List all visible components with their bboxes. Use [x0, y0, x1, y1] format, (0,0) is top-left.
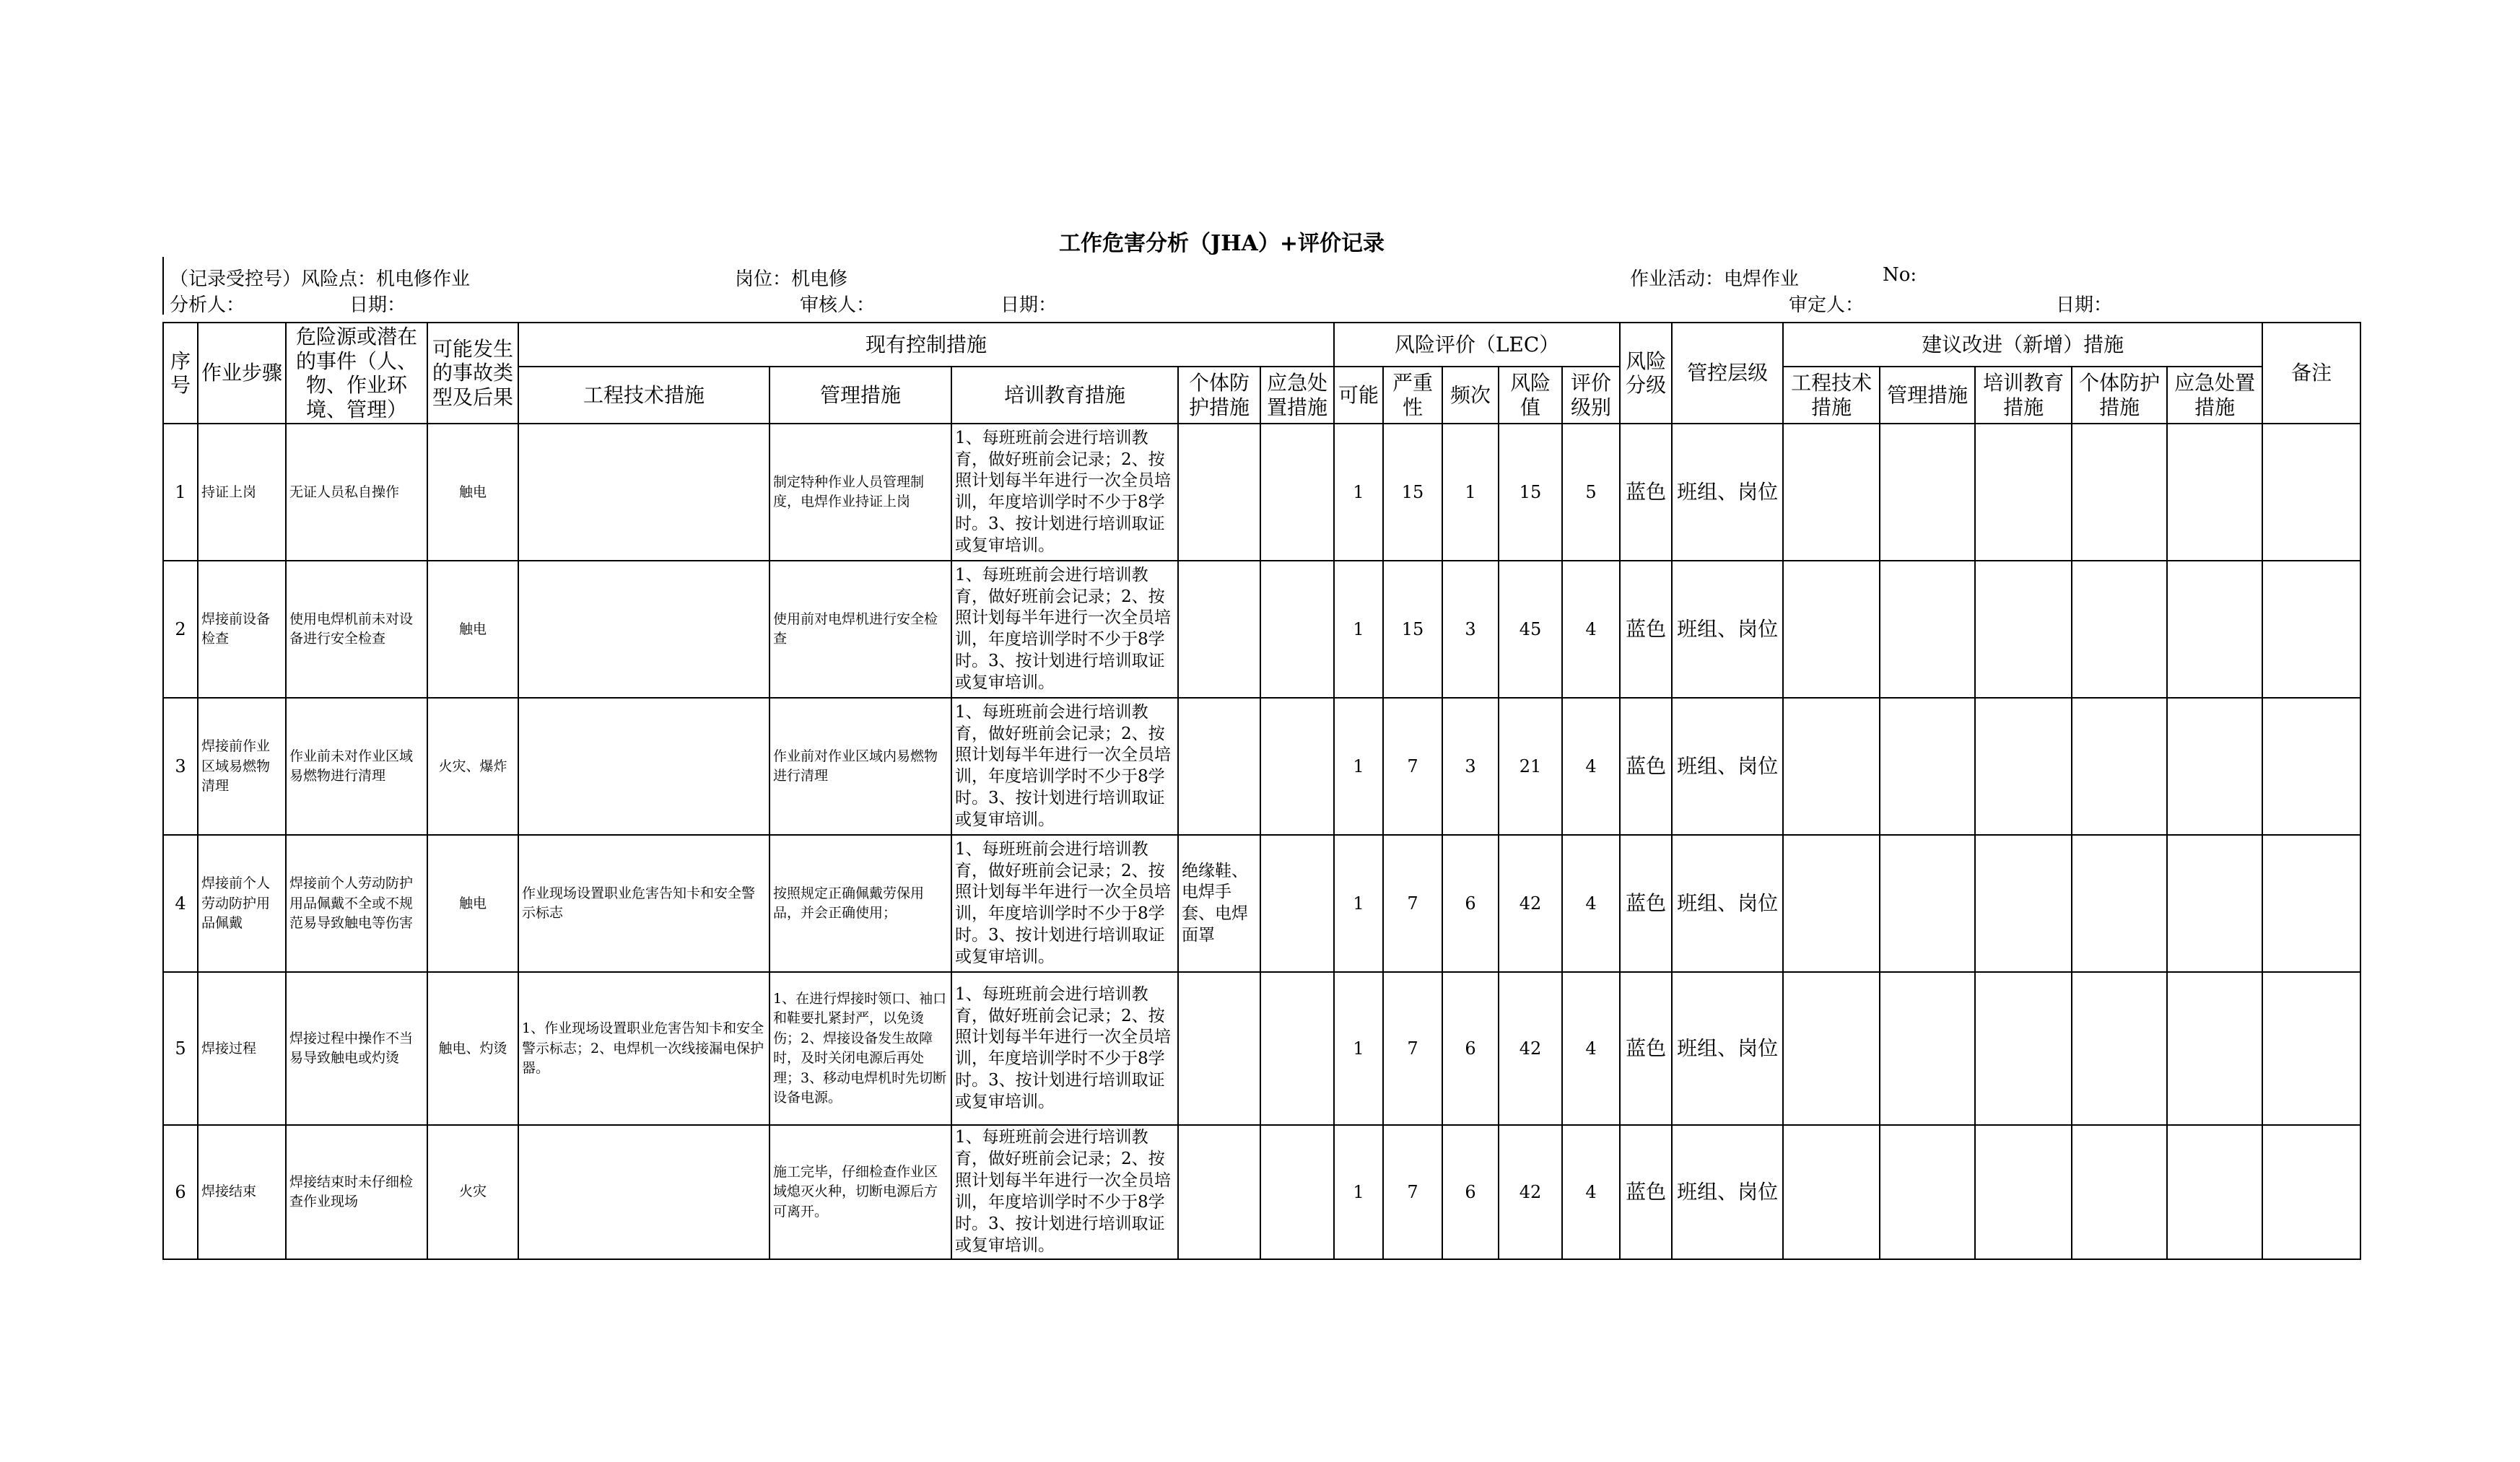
analyst-date-label: 日期： — [349, 294, 406, 316]
header-risk-eval: 风险评价（LEC） — [1334, 323, 1620, 367]
table-row — [163, 1125, 2360, 1259]
cell-risk-value: 42 — [1499, 1125, 1562, 1259]
cell-remarks — [2262, 561, 2360, 698]
cell-s-mgmt — [1880, 561, 1975, 698]
cell-training: 1、每班班前会进行培训教育，做好班前会记录；2、按照计划每半年进行一次全员培训，年度培训学时不少于8学时。3、按计划进行培训取证或复审培训。 — [951, 698, 1178, 835]
cell-risk-class: 蓝色 — [1620, 424, 1672, 561]
cell-step: 焊接过程 — [198, 972, 286, 1125]
cell-severity: 7 — [1383, 972, 1442, 1125]
cell-step: 焊接前作业区域易燃物清理 — [198, 698, 286, 835]
header-management: 管理措施 — [769, 367, 951, 424]
cell-risk-value: 42 — [1499, 835, 1562, 972]
cell-ppe — [1178, 424, 1260, 561]
cell-eng — [518, 1125, 769, 1259]
cell-seq: 4 — [163, 835, 198, 972]
cell-consequence: 触电 — [427, 424, 518, 561]
cell-eng — [518, 424, 769, 561]
cell-s-ppe — [2072, 561, 2167, 698]
cell-s-eng — [1783, 835, 1880, 972]
header-eval-level: 评价级别 — [1562, 367, 1620, 424]
cell-control-level: 班组、岗位 — [1672, 972, 1783, 1125]
cell-s-mgmt — [1880, 424, 1975, 561]
cell-eval-level: 4 — [1562, 561, 1620, 698]
jha-table — [162, 322, 2361, 1260]
cell-eng: 作业现场设置职业危害告知卡和安全警示标志 — [518, 835, 769, 972]
table-row — [163, 972, 2360, 1125]
header-training: 培训教育措施 — [951, 367, 1178, 424]
cell-risk-class: 蓝色 — [1620, 835, 1672, 972]
post-label: 岗位：机电修 — [735, 268, 848, 290]
cell-control-level: 班组、岗位 — [1672, 561, 1783, 698]
cell-s-eng — [1783, 1125, 1880, 1259]
cell-likelihood: 1 — [1334, 698, 1383, 835]
cell-mgmt: 按照规定正确佩戴劳保用品，并会正确使用； — [769, 835, 951, 972]
header-remarks: 备注 — [2262, 323, 2360, 424]
cell-ppe — [1178, 972, 1260, 1125]
cell-frequency: 3 — [1442, 561, 1499, 698]
table-row — [163, 698, 2360, 835]
reviewer-date-label: 日期： — [1000, 294, 1058, 316]
header-s-train: 培训教育措施 — [1975, 367, 2072, 424]
document-title: 工作危害分析（JHA）+评价记录 — [1059, 231, 1385, 256]
cell-mgmt: 使用前对电焊机进行安全检查 — [769, 561, 951, 698]
cell-s-emer — [2167, 424, 2262, 561]
cell-training: 1、每班班前会进行培训教育，做好班前会记录；2、按照计划每半年进行一次全员培训，年度培训学时不少于8学时。3、按计划进行培训取证或复审培训。 — [951, 835, 1178, 972]
approver-label: 审定人： — [1789, 294, 1865, 316]
cell-s-train — [1975, 424, 2072, 561]
cell-emergency — [1260, 835, 1334, 972]
cell-consequence: 触电 — [427, 835, 518, 972]
cell-emergency — [1260, 424, 1334, 561]
table-row — [163, 835, 2360, 972]
cell-s-train — [1975, 1125, 2072, 1259]
cell-s-eng — [1783, 972, 1880, 1125]
cell-step: 焊接前个人劳动防护用品佩戴 — [198, 835, 286, 972]
cell-likelihood: 1 — [1334, 424, 1383, 561]
cell-risk-class: 蓝色 — [1620, 561, 1672, 698]
cell-s-ppe — [2072, 424, 2167, 561]
approver-date-label: 日期： — [2056, 294, 2113, 316]
table-row — [163, 561, 2360, 698]
cell-remarks — [2262, 424, 2360, 561]
cell-risk-class: 蓝色 — [1620, 972, 1672, 1125]
cell-remarks — [2262, 698, 2360, 835]
cell-s-train — [1975, 698, 2072, 835]
cell-severity: 15 — [1383, 424, 1442, 561]
cell-mgmt: 制定特种作业人员管理制度，电焊作业持证上岗 — [769, 424, 951, 561]
header-risk-value: 风险值 — [1499, 367, 1562, 424]
header-suggested: 建议改进（新增）措施 — [1783, 323, 2262, 367]
cell-consequence: 火灾 — [427, 1125, 518, 1259]
cell-likelihood: 1 — [1334, 1125, 1383, 1259]
cell-emergency — [1260, 698, 1334, 835]
cell-s-mgmt — [1880, 1125, 1975, 1259]
cell-s-emer — [2167, 561, 2262, 698]
cell-remarks — [2262, 1125, 2360, 1259]
header-current-controls: 现有控制措施 — [518, 323, 1334, 367]
header-control-level: 管控层级 — [1672, 323, 1783, 424]
cell-control-level: 班组、岗位 — [1672, 424, 1783, 561]
header-emergency: 应急处置措施 — [1260, 367, 1334, 424]
cell-step: 持证上岗 — [198, 424, 286, 561]
cell-s-emer — [2167, 1125, 2262, 1259]
cell-emergency — [1260, 561, 1334, 698]
cell-s-ppe — [2072, 972, 2167, 1125]
cell-s-mgmt — [1880, 698, 1975, 835]
cell-s-emer — [2167, 972, 2262, 1125]
cell-s-emer — [2167, 835, 2262, 972]
cell-remarks — [2262, 972, 2360, 1125]
cell-risk-class: 蓝色 — [1620, 698, 1672, 835]
cell-seq: 3 — [163, 698, 198, 835]
cell-ppe — [1178, 698, 1260, 835]
cell-step: 焊接结束 — [198, 1125, 286, 1259]
cell-control-level: 班组、岗位 — [1672, 835, 1783, 972]
record-control-label: （记录受控号）风险点：机电修作业 — [170, 268, 471, 290]
cell-likelihood: 1 — [1334, 561, 1383, 698]
cell-ppe: 绝缘鞋、电焊手套、电焊面罩 — [1178, 835, 1260, 972]
cell-s-emer — [2167, 698, 2262, 835]
cell-mgmt: 施工完毕，仔细检查作业区域熄灭火种，切断电源后方可离开。 — [769, 1125, 951, 1259]
cell-hazard: 作业前未对作业区域易燃物进行清理 — [286, 698, 427, 835]
cell-frequency: 1 — [1442, 424, 1499, 561]
cell-ppe — [1178, 561, 1260, 698]
cell-s-train — [1975, 835, 2072, 972]
cell-s-mgmt — [1880, 835, 1975, 972]
cell-eval-level: 4 — [1562, 835, 1620, 972]
cell-frequency: 6 — [1442, 972, 1499, 1125]
cell-s-ppe — [2072, 835, 2167, 972]
header-likelihood: 可能 — [1334, 367, 1383, 424]
cell-control-level: 班组、岗位 — [1672, 698, 1783, 835]
header-s-ppe: 个体防护措施 — [2072, 367, 2167, 424]
cell-step: 焊接前设备检查 — [198, 561, 286, 698]
cell-emergency — [1260, 1125, 1334, 1259]
cell-mgmt: 1、在进行焊接时领口、袖口和鞋要扎紧封严，以免烫伤；2、焊接设备发生故障时，及时关闭电源后再处理；3、移动电焊机时先切断设备电源。 — [769, 972, 951, 1125]
cell-seq: 6 — [163, 1125, 198, 1259]
header-seq: 序号 — [163, 323, 198, 424]
cell-s-eng — [1783, 561, 1880, 698]
cell-training: 1、每班班前会进行培训教育，做好班前会记录；2、按照计划每半年进行一次全员培训，年度培训学时不少于8学时。3、按计划进行培训取证或复审培训。 — [951, 1125, 1178, 1259]
cell-hazard: 使用电焊机前未对设备进行安全检查 — [286, 561, 427, 698]
activity-label: 作业活动：电焊作业 — [1630, 268, 1800, 290]
cell-emergency — [1260, 972, 1334, 1125]
header-eng-tech: 工程技术措施 — [518, 367, 769, 424]
cell-severity: 7 — [1383, 1125, 1442, 1259]
cell-severity: 7 — [1383, 835, 1442, 972]
header-severity: 严重性 — [1383, 367, 1442, 424]
cell-s-ppe — [2072, 1125, 2167, 1259]
cell-eng — [518, 561, 769, 698]
cell-ppe — [1178, 1125, 1260, 1259]
cell-severity: 7 — [1383, 698, 1442, 835]
cell-mgmt: 作业前对作业区域内易燃物进行清理 — [769, 698, 951, 835]
cell-consequence: 火灾、爆炸 — [427, 698, 518, 835]
cell-likelihood: 1 — [1334, 835, 1383, 972]
cell-frequency: 6 — [1442, 835, 1499, 972]
analyst-label: 分析人： — [170, 294, 245, 316]
cell-risk-value: 42 — [1499, 972, 1562, 1125]
cell-seq: 1 — [163, 424, 198, 561]
header-ppe: 个体防护措施 — [1178, 367, 1260, 424]
header-hazard: 危险源或潜在的事件（人、物、作业环境、管理） — [286, 323, 427, 424]
cell-hazard: 无证人员私自操作 — [286, 424, 427, 561]
header-s-emer: 应急处置措施 — [2167, 367, 2262, 424]
cell-consequence: 触电、灼烫 — [427, 972, 518, 1125]
header-s-mgmt: 管理措施 — [1880, 367, 1975, 424]
cell-risk-value: 15 — [1499, 424, 1562, 561]
header-row-1 — [163, 323, 2360, 367]
cell-eval-level: 5 — [1562, 424, 1620, 561]
cell-severity: 15 — [1383, 561, 1442, 698]
cell-s-train — [1975, 972, 2072, 1125]
cell-s-eng — [1783, 424, 1880, 561]
cell-eng: 1、作业现场设置职业危害告知卡和安全警示标志；2、电焊机一次线接漏电保护器。 — [518, 972, 769, 1125]
header-frequency: 频次 — [1442, 367, 1499, 424]
cell-s-mgmt — [1880, 972, 1975, 1125]
cell-training: 1、每班班前会进行培训教育，做好班前会记录；2、按照计划每半年进行一次全员培训，年度培训学时不少于8学时。3、按计划进行培训取证或复审培训。 — [951, 972, 1178, 1125]
cell-training: 1、每班班前会进行培训教育，做好班前会记录；2、按照计划每半年进行一次全员培训，年度培训学时不少于8学时。3、按计划进行培训取证或复审培训。 — [951, 561, 1178, 698]
cell-risk-value: 45 — [1499, 561, 1562, 698]
cell-s-eng — [1783, 698, 1880, 835]
reviewer-label: 审核人： — [800, 294, 876, 316]
cell-risk-value: 21 — [1499, 698, 1562, 835]
cell-s-ppe — [2072, 698, 2167, 835]
cell-control-level: 班组、岗位 — [1672, 1125, 1783, 1259]
cell-likelihood: 1 — [1334, 972, 1383, 1125]
cell-remarks — [2262, 835, 2360, 972]
cell-eval-level: 4 — [1562, 1125, 1620, 1259]
header-s-eng: 工程技术措施 — [1783, 367, 1880, 424]
cell-risk-class: 蓝色 — [1620, 1125, 1672, 1259]
cell-eng — [518, 698, 769, 835]
cell-eval-level: 4 — [1562, 972, 1620, 1125]
left-border-line — [162, 257, 164, 315]
record-no-label: No: — [1883, 264, 1917, 286]
cell-hazard: 焊接结束时未仔细检查作业现场 — [286, 1125, 427, 1259]
cell-consequence: 触电 — [427, 561, 518, 698]
cell-eval-level: 4 — [1562, 698, 1620, 835]
table-row — [163, 424, 2360, 561]
cell-seq: 5 — [163, 972, 198, 1125]
header-risk-class: 风险分级 — [1620, 323, 1672, 424]
cell-seq: 2 — [163, 561, 198, 698]
header-step: 作业步骤 — [198, 323, 286, 424]
cell-hazard: 焊接前个人劳动防护用品佩戴不全或不规范易导致触电等伤害 — [286, 835, 427, 972]
cell-frequency: 6 — [1442, 1125, 1499, 1259]
cell-s-train — [1975, 561, 2072, 698]
cell-training: 1、每班班前会进行培训教育，做好班前会记录；2、按照计划每半年进行一次全员培训，年度培训学时不少于8学时。3、按计划进行培训取证或复审培训。 — [951, 424, 1178, 561]
cell-hazard: 焊接过程中操作不当易导致触电或灼烫 — [286, 972, 427, 1125]
header-consequence: 可能发生的事故类型及后果 — [427, 323, 518, 424]
cell-frequency: 3 — [1442, 698, 1499, 835]
